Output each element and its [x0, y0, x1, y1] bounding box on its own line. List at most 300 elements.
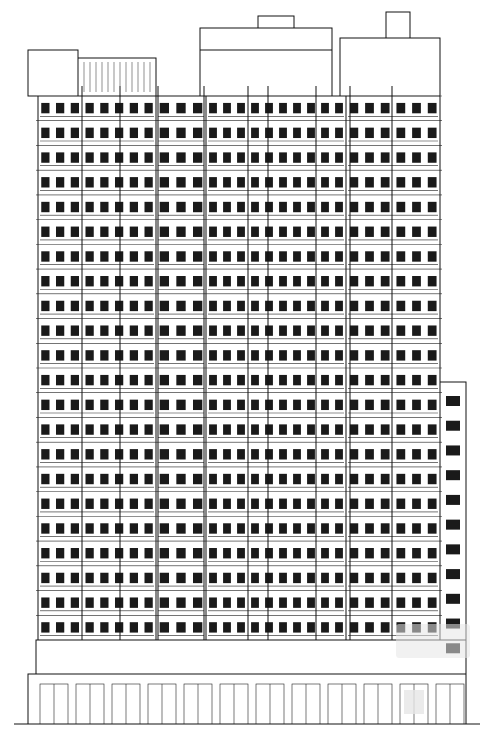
window	[71, 474, 79, 484]
window	[237, 548, 245, 558]
window	[209, 350, 217, 360]
window	[381, 573, 390, 583]
window	[41, 301, 49, 311]
window	[307, 276, 315, 286]
window	[176, 128, 185, 138]
window	[56, 474, 64, 484]
window	[115, 325, 123, 335]
window	[160, 152, 169, 162]
window	[176, 400, 185, 410]
window	[396, 177, 405, 187]
window	[144, 227, 152, 237]
window	[446, 495, 460, 505]
window	[176, 424, 185, 434]
window	[293, 152, 301, 162]
window	[160, 548, 169, 558]
window	[428, 523, 437, 533]
window	[223, 449, 231, 459]
window	[115, 499, 123, 509]
watermark-logo-mark	[404, 690, 424, 714]
window	[209, 499, 217, 509]
window	[193, 276, 202, 286]
window	[412, 227, 421, 237]
window	[349, 548, 358, 558]
window	[381, 350, 390, 360]
window	[41, 128, 49, 138]
window	[100, 177, 108, 187]
window	[307, 400, 315, 410]
window	[115, 523, 123, 533]
window	[71, 177, 79, 187]
window	[115, 128, 123, 138]
window	[365, 424, 374, 434]
window	[381, 128, 390, 138]
window	[85, 177, 93, 187]
window	[56, 251, 64, 261]
window	[365, 449, 374, 459]
window	[265, 325, 273, 335]
window	[279, 177, 287, 187]
window	[115, 622, 123, 632]
window	[160, 128, 169, 138]
window	[335, 548, 343, 558]
window	[396, 474, 405, 484]
window	[85, 573, 93, 583]
window	[412, 499, 421, 509]
window	[396, 523, 405, 533]
roof-block-right	[340, 38, 440, 96]
window	[381, 375, 390, 385]
window	[176, 227, 185, 237]
window	[293, 375, 301, 385]
window	[446, 544, 460, 554]
window	[412, 128, 421, 138]
window	[130, 548, 138, 558]
window	[279, 152, 287, 162]
window	[265, 449, 273, 459]
window	[56, 375, 64, 385]
window	[381, 177, 390, 187]
window	[321, 152, 329, 162]
window	[193, 597, 202, 607]
window	[209, 400, 217, 410]
window	[265, 202, 273, 212]
window	[71, 449, 79, 459]
window	[293, 622, 301, 632]
window	[381, 227, 390, 237]
window	[412, 276, 421, 286]
window	[115, 548, 123, 558]
window	[381, 523, 390, 533]
window	[176, 499, 185, 509]
window	[412, 573, 421, 583]
window	[293, 128, 301, 138]
window	[41, 400, 49, 410]
window	[335, 301, 343, 311]
window	[85, 152, 93, 162]
window	[293, 276, 301, 286]
window	[279, 301, 287, 311]
window	[56, 548, 64, 558]
window	[321, 177, 329, 187]
window	[193, 474, 202, 484]
window	[251, 103, 259, 113]
window	[209, 128, 217, 138]
window	[349, 177, 358, 187]
window	[223, 251, 231, 261]
window	[100, 227, 108, 237]
window	[237, 499, 245, 509]
window	[209, 177, 217, 187]
roof-water-tank	[78, 58, 156, 96]
window	[412, 548, 421, 558]
window	[193, 424, 202, 434]
window	[130, 251, 138, 261]
window	[428, 202, 437, 212]
window	[307, 251, 315, 261]
window	[130, 424, 138, 434]
window	[396, 301, 405, 311]
window	[349, 103, 358, 113]
window	[85, 103, 93, 113]
window	[279, 548, 287, 558]
window	[176, 548, 185, 558]
window	[41, 573, 49, 583]
window	[428, 375, 437, 385]
window	[321, 251, 329, 261]
window	[446, 520, 460, 530]
window	[293, 449, 301, 459]
window	[160, 400, 169, 410]
window	[251, 325, 259, 335]
window	[100, 128, 108, 138]
window	[349, 227, 358, 237]
window	[412, 375, 421, 385]
window	[396, 400, 405, 410]
window	[223, 474, 231, 484]
window	[130, 128, 138, 138]
window	[41, 474, 49, 484]
window	[265, 128, 273, 138]
window	[335, 424, 343, 434]
window	[100, 424, 108, 434]
window	[251, 523, 259, 533]
window	[335, 523, 343, 533]
window	[41, 597, 49, 607]
window	[428, 276, 437, 286]
window	[160, 523, 169, 533]
window	[56, 177, 64, 187]
window	[130, 523, 138, 533]
window	[237, 449, 245, 459]
window	[100, 597, 108, 607]
window	[144, 301, 152, 311]
window	[85, 474, 93, 484]
window	[176, 202, 185, 212]
window	[71, 227, 79, 237]
window	[307, 424, 315, 434]
window	[335, 449, 343, 459]
window	[428, 350, 437, 360]
window	[100, 103, 108, 113]
window	[365, 227, 374, 237]
window	[428, 474, 437, 484]
window	[365, 597, 374, 607]
window	[293, 103, 301, 113]
window	[251, 449, 259, 459]
window	[293, 301, 301, 311]
window	[144, 424, 152, 434]
window	[160, 325, 169, 335]
window	[144, 573, 152, 583]
window	[335, 251, 343, 261]
window	[85, 301, 93, 311]
window	[115, 227, 123, 237]
window	[144, 251, 152, 261]
window	[160, 202, 169, 212]
window	[115, 301, 123, 311]
window	[115, 424, 123, 434]
window	[209, 202, 217, 212]
window	[193, 350, 202, 360]
window	[130, 573, 138, 583]
window	[279, 202, 287, 212]
window	[446, 445, 460, 455]
window	[365, 202, 374, 212]
window	[193, 128, 202, 138]
window	[365, 375, 374, 385]
window	[223, 597, 231, 607]
tower-facades	[36, 86, 466, 653]
window	[209, 375, 217, 385]
window	[396, 227, 405, 237]
window	[251, 424, 259, 434]
window	[193, 573, 202, 583]
window	[365, 350, 374, 360]
window	[209, 449, 217, 459]
window	[193, 227, 202, 237]
window	[100, 375, 108, 385]
window	[365, 622, 374, 632]
window	[396, 375, 405, 385]
window	[56, 227, 64, 237]
window	[56, 523, 64, 533]
window	[428, 573, 437, 583]
window	[209, 474, 217, 484]
window	[381, 424, 390, 434]
window	[349, 474, 358, 484]
window	[85, 375, 93, 385]
window	[335, 152, 343, 162]
window	[115, 400, 123, 410]
window	[193, 449, 202, 459]
window	[100, 622, 108, 632]
window	[209, 301, 217, 311]
window	[307, 499, 315, 509]
window	[251, 128, 259, 138]
window	[71, 548, 79, 558]
window	[144, 449, 152, 459]
roof-machine-room	[258, 16, 294, 28]
window	[115, 350, 123, 360]
window	[160, 375, 169, 385]
window	[349, 597, 358, 607]
window	[265, 548, 273, 558]
window	[71, 573, 79, 583]
window	[265, 474, 273, 484]
window	[193, 202, 202, 212]
window	[115, 103, 123, 113]
window	[71, 523, 79, 533]
window	[144, 128, 152, 138]
window	[85, 622, 93, 632]
window	[412, 474, 421, 484]
window	[130, 103, 138, 113]
window	[130, 622, 138, 632]
window	[279, 597, 287, 607]
window	[223, 499, 231, 509]
window	[100, 202, 108, 212]
window	[251, 548, 259, 558]
window	[85, 202, 93, 212]
window	[237, 350, 245, 360]
window	[193, 152, 202, 162]
window	[144, 622, 152, 632]
window	[100, 152, 108, 162]
window	[251, 177, 259, 187]
window	[144, 177, 152, 187]
window	[41, 523, 49, 533]
window	[321, 523, 329, 533]
window	[85, 128, 93, 138]
window	[71, 276, 79, 286]
window	[100, 573, 108, 583]
window	[144, 350, 152, 360]
window	[71, 152, 79, 162]
window	[321, 499, 329, 509]
window	[381, 152, 390, 162]
window	[265, 622, 273, 632]
window	[85, 276, 93, 286]
window	[412, 400, 421, 410]
window	[100, 276, 108, 286]
window	[209, 523, 217, 533]
window	[160, 622, 169, 632]
window	[307, 301, 315, 311]
window	[251, 251, 259, 261]
window	[71, 325, 79, 335]
window	[279, 325, 287, 335]
window	[293, 251, 301, 261]
window	[365, 103, 374, 113]
window	[56, 499, 64, 509]
window	[349, 202, 358, 212]
window	[160, 276, 169, 286]
window	[279, 424, 287, 434]
window	[223, 548, 231, 558]
window	[335, 375, 343, 385]
window	[321, 227, 329, 237]
window	[307, 449, 315, 459]
window	[381, 276, 390, 286]
window	[193, 622, 202, 632]
window	[56, 103, 64, 113]
window	[115, 474, 123, 484]
rooftop-structures	[28, 12, 440, 96]
window	[428, 325, 437, 335]
window	[209, 325, 217, 335]
window	[428, 499, 437, 509]
window	[293, 325, 301, 335]
window	[176, 350, 185, 360]
window	[160, 350, 169, 360]
window	[130, 202, 138, 212]
window	[160, 301, 169, 311]
window	[176, 152, 185, 162]
window	[100, 474, 108, 484]
window	[412, 449, 421, 459]
window	[381, 301, 390, 311]
window	[307, 597, 315, 607]
window	[144, 474, 152, 484]
window	[396, 202, 405, 212]
window	[365, 177, 374, 187]
window	[41, 227, 49, 237]
window	[279, 103, 287, 113]
window	[223, 152, 231, 162]
window	[349, 152, 358, 162]
window	[265, 499, 273, 509]
window	[85, 499, 93, 509]
roof-stair-core	[200, 50, 332, 96]
window	[265, 152, 273, 162]
window	[412, 152, 421, 162]
window	[381, 499, 390, 509]
window	[209, 622, 217, 632]
window	[307, 325, 315, 335]
window	[56, 202, 64, 212]
window	[160, 499, 169, 509]
window	[412, 301, 421, 311]
window	[307, 227, 315, 237]
window	[251, 202, 259, 212]
window	[223, 523, 231, 533]
window	[85, 251, 93, 261]
window	[144, 499, 152, 509]
window	[193, 325, 202, 335]
window	[279, 400, 287, 410]
window	[115, 375, 123, 385]
window	[321, 103, 329, 113]
window	[71, 499, 79, 509]
window	[237, 573, 245, 583]
window	[71, 251, 79, 261]
window	[349, 276, 358, 286]
window	[193, 548, 202, 558]
window	[237, 276, 245, 286]
window	[307, 548, 315, 558]
window	[85, 523, 93, 533]
window	[321, 597, 329, 607]
window	[365, 152, 374, 162]
window	[293, 573, 301, 583]
window	[396, 449, 405, 459]
window	[237, 523, 245, 533]
window	[100, 325, 108, 335]
window	[56, 573, 64, 583]
window	[365, 251, 374, 261]
window	[144, 152, 152, 162]
